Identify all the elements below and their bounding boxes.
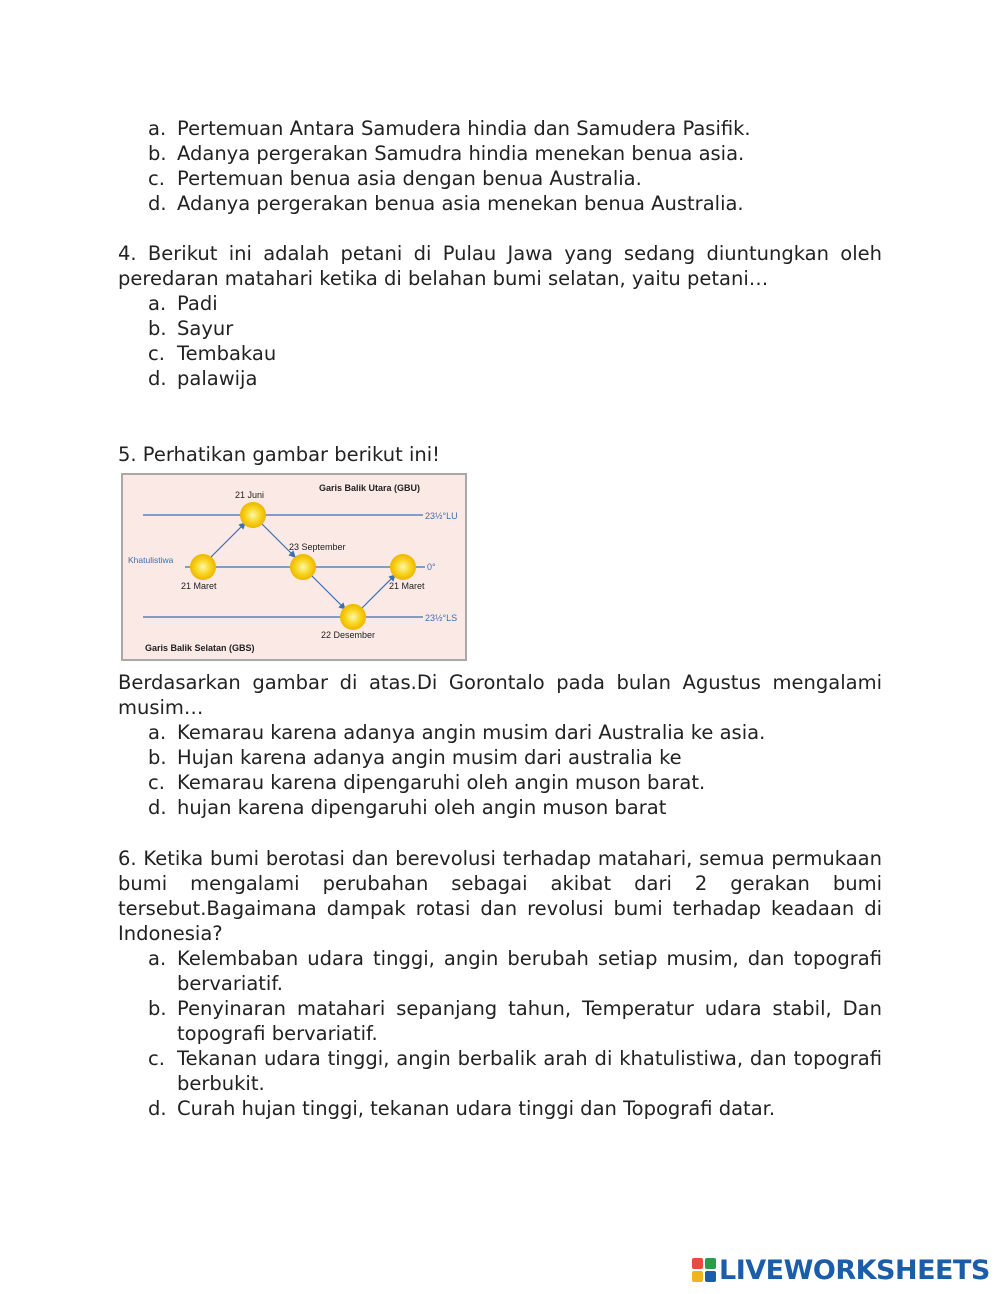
- date-23-september: 23 September: [289, 542, 346, 552]
- sun-23-september-icon: [290, 554, 316, 580]
- q3-option-c[interactable]: c. Pertemuan benua asia dengan benua Australia.: [148, 167, 642, 190]
- q4-option-b[interactable]: b. Sayur: [148, 317, 234, 340]
- q3-options: [118, 116, 882, 216]
- q6-option-d[interactable]: d. Curah hujan tinggi, tekanan udara tinggi dan Topografi datar.: [148, 1097, 776, 1120]
- sun-22-desember-icon: [340, 604, 366, 630]
- q5-option-c[interactable]: c. Kemarau karena dipengaruhi oleh angin muson barat.: [148, 771, 706, 794]
- q4-option-c[interactable]: c. Tembakau: [148, 342, 277, 365]
- lat-equator-label: 0°: [427, 562, 436, 572]
- khatulistiwa-label: Khatulistiwa: [128, 555, 174, 565]
- q5-option-d[interactable]: d. hujan karena dipengaruhi oleh angin muson barat: [148, 796, 667, 819]
- lat-south-label: 23½°LS: [425, 613, 458, 623]
- q4-option-a[interactable]: a. Padi: [148, 292, 218, 315]
- date-21-maret-right: 21 Maret: [389, 581, 425, 591]
- date-21-juni: 21 Juni: [235, 490, 265, 500]
- q4-option-d[interactable]: d. palawija: [148, 367, 258, 390]
- q6-question: 6. Ketika bumi berotasi dan berevolusi terhadap matahari, semua permukaan bumi mengalami perubahan sebagai akibat dari 2 gerakan bumi tersebut.Bagaimana dampak rotasi dan revolusi bumi terhadap keadaan di Indonesia?: [118, 847, 882, 945]
- q5-option-b[interactable]: b. Hujan karena adanya angin musim dari australia ke: [148, 746, 682, 769]
- q5-option-a[interactable]: a. Kemarau karena adanya angin musim dari Australia ke asia.: [148, 721, 766, 744]
- liveworksheets-logo: [692, 1254, 990, 1286]
- gbs-label: Garis Balik Selatan (GBS): [145, 643, 255, 653]
- sun-21-maret-right-icon: [390, 554, 416, 580]
- gbu-label: Garis Balik Utara (GBU): [319, 483, 421, 493]
- q3-option-a[interactable]: a. Pertemuan Antara Samudera hindia dan Samudera Pasifik.: [148, 117, 751, 140]
- sun-21-juni-icon: [240, 502, 266, 528]
- date-21-maret-left: 21 Maret: [181, 581, 217, 591]
- brand-name: LIVEWORKSHEETS: [719, 1254, 990, 1286]
- date-22-desember: 22 Desember: [321, 630, 376, 640]
- q5-intro: 5. Perhatikan gambar berikut ini!: [118, 443, 440, 466]
- q5-question: Berdasarkan gambar di atas.Di Gorontalo pada bulan Agustus mengalami musim…: [118, 671, 882, 719]
- q6-option-a[interactable]: a. Kelembaban udara tinggi, angin berubah setiap musim, dan topografi bervariatif.: [148, 947, 882, 995]
- sun-21-maret-left-icon: [190, 554, 216, 580]
- q4-options: [118, 291, 882, 391]
- q6-options: [118, 946, 882, 1121]
- q3-option-b[interactable]: b. Adanya pergerakan Samudra hindia menekan benua asia.: [148, 142, 745, 165]
- q3-option-d[interactable]: d. Adanya pergerakan benua asia menekan benua Australia.: [148, 192, 744, 215]
- q6-option-b[interactable]: b. Penyinaran matahari sepanjang tahun, Temperatur udara stabil, Dan topografi bervariatif.: [148, 997, 882, 1045]
- q6-option-c[interactable]: c. Tekanan udara tinggi, angin berbalik arah di khatulistiwa, dan topografi berbukit.: [148, 1047, 882, 1095]
- lat-north-label: 23½°LU: [425, 511, 458, 521]
- q5-options: [118, 720, 882, 820]
- sun-motion-diagram: [121, 473, 467, 661]
- q4-question: 4. Berikut ini adalah petani di Pulau Jawa yang sedang diuntungkan oleh peredaran matahari ketika di belahan bumi selatan, yaitu petani…: [118, 242, 882, 290]
- liveworksheets-logo-icon: [692, 1258, 716, 1282]
